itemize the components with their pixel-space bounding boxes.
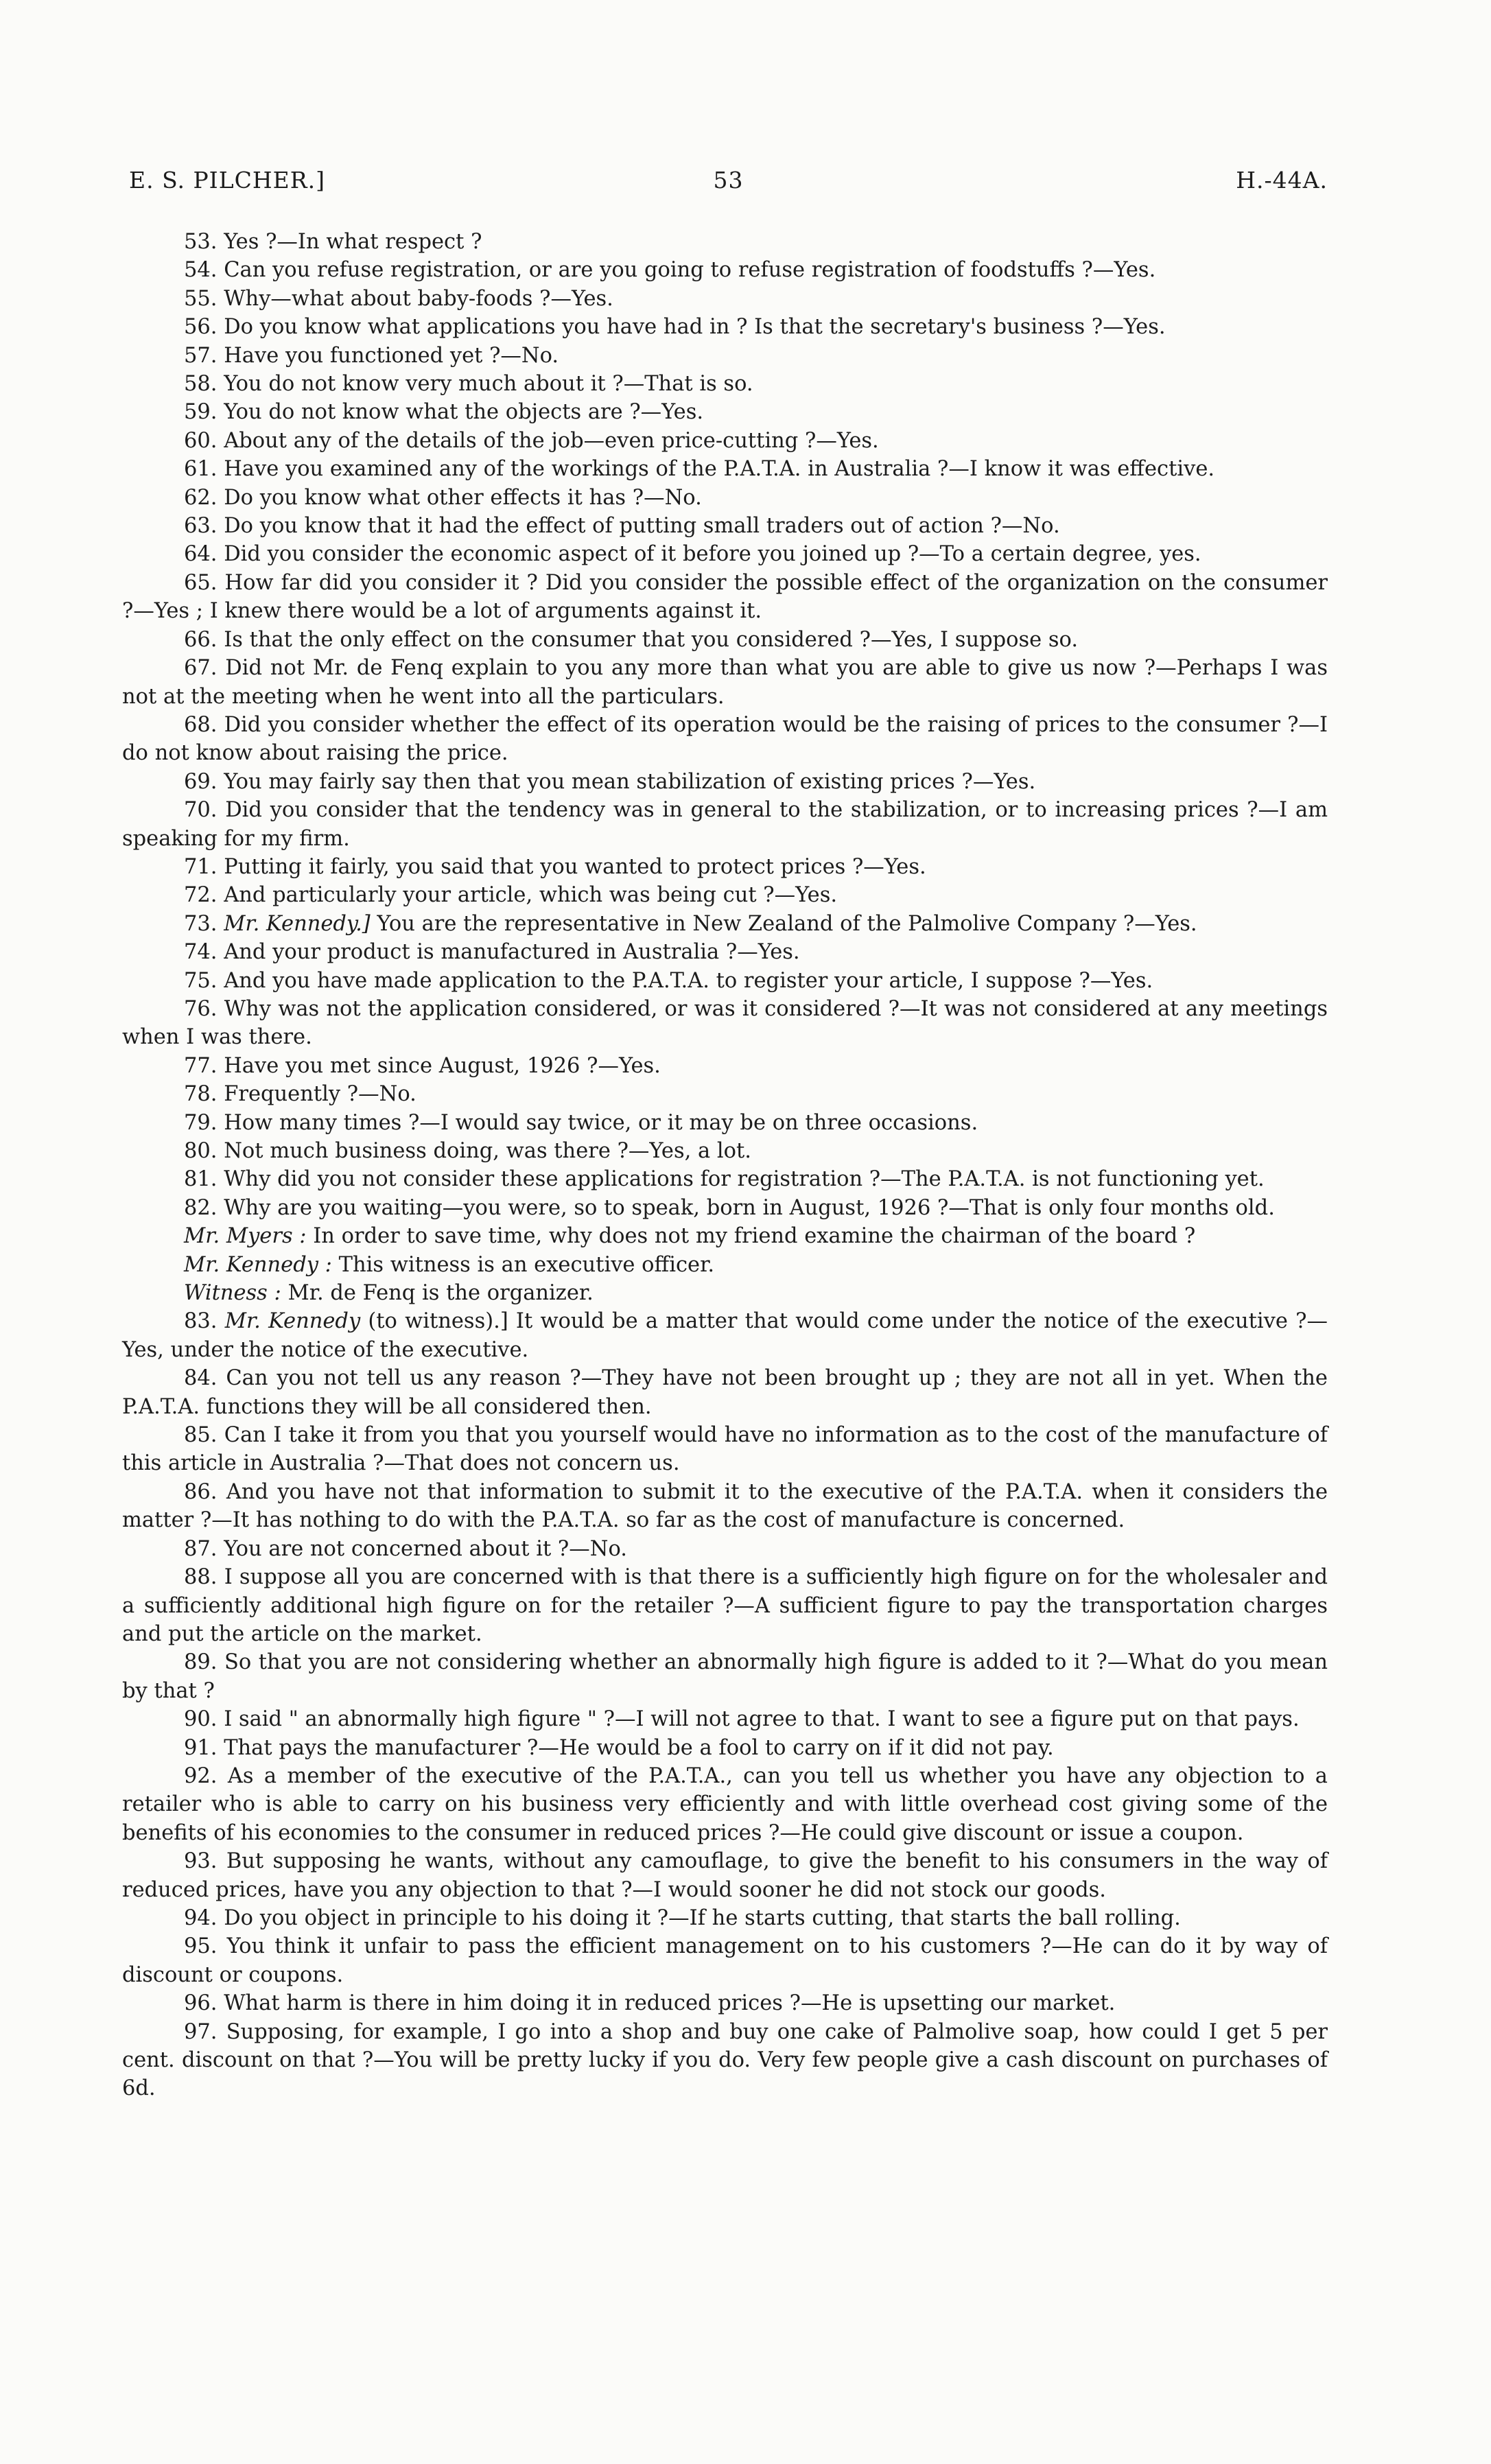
paragraph-text: 69. You may fairly say then that you mean stabilization of existing prices ?—Yes. [184,769,1036,794]
transcript-paragraph [122,1847,1328,1904]
paragraph-text: 66. Is that the only effect on the consumer that you considered ?—Yes, I suppose so. [184,627,1079,652]
paragraph-text: 81. Why did you not consider these applications for registration ?—The P.A.T.A. is not functioning yet. [184,1167,1265,1192]
paragraph-text: 79. How many times ?—I would say twice, or it may be on three occasions. [184,1110,978,1135]
paragraph-text: 58. You do not know very much about it ?—That is so. [184,372,753,397]
paragraph-text: 88. I suppose all you are concerned with is that there is a sufficiently high figure on for the wholesaler and a sufficiently additional high figure on for the retailer ?—A sufficient figure to pay the transportation charges and put the article on the market. [122,1565,1328,1646]
transcript-paragraph [122,370,1328,398]
transcript-paragraph [122,1705,1328,1733]
transcript-paragraph [122,228,1328,256]
transcript-paragraph [122,1734,1328,1762]
paragraph-text: 67. Did not Mr. de Fenq explain to you any more than what you are able to give us now ?—Perhaps I was not at the meeting when he went into all the particulars. [122,656,1328,709]
transcript-paragraph [122,711,1328,768]
transcript-paragraph [122,569,1328,626]
paragraph-text: 90. I said " an abnormally high figure " ?—I will not agree to that. I want to see a figure put on that pays. [184,1707,1300,1732]
transcript-paragraph [122,256,1328,284]
transcript-paragraph [122,796,1328,853]
paragraph-text: 59. You do not know what the objects are ?—Yes. [184,400,704,425]
transcript-paragraph [122,1165,1328,1193]
page-header [129,167,1328,201]
question-number: 83. [184,1309,225,1334]
transcript-paragraph [122,398,1328,426]
paragraph-text: (to witness).] It would be a matter that would come under the notice of the executive ?—Yes, under the notice of the executive. [122,1309,1328,1362]
paragraph-text: 89. So that you are not considering whether an abnormally high figure is added to it ?—What do you mean by that ? [122,1650,1328,1703]
paragraph-text: In order to save time, why does not my friend examine the chairman of the board ? [306,1224,1196,1249]
transcript-paragraph [122,967,1328,995]
transcript-paragraph [122,1307,1328,1364]
transcript-paragraph [122,768,1328,796]
paragraph-text: 77. Have you met since August, 1926 ?—Yes. [184,1053,661,1078]
paragraph-text: 95. You think it unfair to pass the efficient management on to his customers ?—He can do it by way of discount or coupons. [122,1934,1328,1987]
transcript-paragraph [122,285,1328,313]
speaker-name: Mr. Kennedy [224,1309,361,1334]
transcript-paragraph [122,1109,1328,1137]
transcript-paragraph [122,1478,1328,1535]
paragraph-text: 62. Do you know what other effects it has ?—No. [184,485,702,510]
page-number: 53 [713,167,744,193]
transcript-paragraph [122,910,1328,938]
transcript-paragraph [122,1535,1328,1563]
paragraph-text: 54. Can you refuse registration, or are you going to refuse registration of foodstuffs ?—Yes. [184,258,1156,283]
transcript-paragraph [122,1904,1328,1932]
paragraph-text: 55. Why—what about baby-foods ?—Yes. [184,286,613,311]
paragraph-text: 97. Supposing, for example, I go into a shop and buy one cake of Palmolive soap, how could I get 5 per cent. discount on that ?—You will be pretty lucky if you do. Very few people give a cash discount on purchases of 6d. [122,2019,1328,2101]
document-reference: H.-44A. [1236,167,1328,193]
paragraph-text: 84. Can you not tell us any reason ?—They have not been brought up ; they are not all in yet. When the P.A.T.A. functions they will be all considered then. [122,1366,1328,1419]
header-witness-name: E. S. PILCHER.] [129,167,325,193]
transcript-paragraph [122,654,1328,711]
transcript-paragraph [122,1989,1328,2017]
transcript-paragraph [122,427,1328,455]
paragraph-text: 92. As a member of the executive of the P.A.T.A., can you tell us whether you have any objection to a retailer who is able to carry on his business very efficiently and with little overhead cost giving some of the benefits of his economies to the consumer in reduced prices ?—He could give discount or issue a coupon. [122,1763,1328,1845]
transcript-paragraph [122,626,1328,654]
transcript-paragraph [122,1251,1328,1279]
transcript-paragraph [122,1137,1328,1165]
paragraph-text: 75. And you have made application to the P.A.T.A. to register your article, I suppose ?—Yes. [184,968,1153,993]
question-number: 73. [184,911,224,936]
transcript-paragraph [122,313,1328,341]
paragraph-text: 72. And particularly your article, which was being cut ?—Yes. [184,883,838,908]
transcript-paragraph [122,1421,1328,1478]
paragraph-text: 63. Do you know that it had the effect of putting small traders out of action ?—No. [184,514,1060,539]
transcript-paragraph [122,512,1328,540]
transcript-paragraph [122,853,1328,881]
transcript-paragraph [122,1080,1328,1108]
paragraph-text: You are the representative in New Zealand of the Palmolive Company ?—Yes. [370,911,1197,936]
transcript-paragraph [122,1932,1328,1989]
paragraph-text: 60. About any of the details of the job—even price-cutting ?—Yes. [184,428,879,453]
transcript-paragraph [122,1222,1328,1250]
paragraph-text: 71. Putting it fairly, you said that you wanted to protect prices ?—Yes. [184,854,926,879]
transcript-paragraph [122,342,1328,370]
paragraph-text: 61. Have you examined any of the workings of the P.A.T.A. in Australia ?—I know it was effective. [184,457,1215,482]
transcript-paragraph [122,2018,1328,2103]
paragraph-text: 64. Did you consider the economic aspect of it before you joined up ?—To a certain degree, yes. [184,542,1201,567]
transcript-paragraph [122,881,1328,909]
paragraph-text: 68. Did you consider whether the effect of its operation would be the raising of prices to the consumer ?—I do not know about raising the price. [122,712,1328,766]
paragraph-text: 56. Do you know what applications you have had in ? Is that the secretary's business ?—Yes. [184,315,1166,340]
transcript-paragraph [122,1364,1328,1421]
paragraph-text: 76. Why was not the application considered, or was it considered ?—It was not considered at any meetings when I was there. [122,996,1328,1050]
paragraph-text: 65. How far did you consider it ? Did you consider the possible effect of the organization on the consumer ?—Yes ; I knew there would be a lot of arguments against it. [122,570,1328,624]
paragraph-text: 82. Why are you waiting—you were, so to speak, born in August, 1926 ?—That is only four months old. [184,1195,1275,1220]
paragraph-text: 70. Did you consider that the tendency was in general to the stabilization, or to increasing prices ?—I am speaking for my firm. [122,798,1328,851]
transcript-paragraph [122,540,1328,568]
speaker-name: Mr. Myers : [184,1224,307,1249]
transcript-paragraph [122,1194,1328,1222]
transcript-paragraph [122,1648,1328,1705]
speaker-name: Mr. Kennedy.] [224,911,371,936]
paragraph-text: 93. But supposing he wants, without any camouflage, to give the benefit to his consumers in the way of reduced prices, have you any objection to that ?—I would sooner he did not stock our goods. [122,1849,1328,1902]
paragraph-text: Mr. de Fenq is the organizer. [281,1281,594,1306]
transcript-body [122,228,1328,2103]
transcript-paragraph [122,1762,1328,1847]
transcript-paragraph [122,1563,1328,1648]
paragraph-text: 53. Yes ?—In what respect ? [184,230,482,254]
paragraph-text: 87. You are not concerned about it ?—No. [184,1536,627,1561]
paragraph-text: This witness is an executive officer. [331,1252,715,1277]
paragraph-text: 57. Have you functioned yet ?—No. [184,343,559,368]
transcript-paragraph [122,484,1328,512]
paragraph-text: 78. Frequently ?—No. [184,1082,416,1107]
paragraph-text: 96. What harm is there in him doing it in reduced prices ?—He is upsetting our market. [184,1991,1116,2016]
transcript-paragraph [122,995,1328,1052]
transcript-paragraph [122,938,1328,966]
paragraph-text: 91. That pays the manufacturer ?—He would be a fool to carry on if it did not pay. [184,1735,1054,1760]
paragraph-text: 80. Not much business doing, was there ?—Yes, a lot. [184,1139,751,1163]
paragraph-text: 74. And your product is manufactured in Australia ?—Yes. [184,940,800,965]
transcript-paragraph [122,455,1328,483]
transcript-paragraph [122,1052,1328,1080]
transcript-paragraph [122,1279,1328,1307]
paragraph-text: 94. Do you object in principle to his doing it ?—If he starts cutting, that starts the ball rolling. [184,1905,1181,1930]
paragraph-text: 86. And you have not that information to submit it to the executive of the P.A.T.A. when it considers the matter ?—It has nothing to do with the P.A.T.A. so far as the cost of manufacture is concerned. [122,1479,1328,1533]
speaker-name: Witness : [184,1281,281,1306]
paragraph-text: 85. Can I take it from you that you yourself would have no information as to the cost of the manufacture of this article in Australia ?—That does not concern us. [122,1423,1328,1476]
speaker-name: Mr. Kennedy : [184,1252,332,1277]
